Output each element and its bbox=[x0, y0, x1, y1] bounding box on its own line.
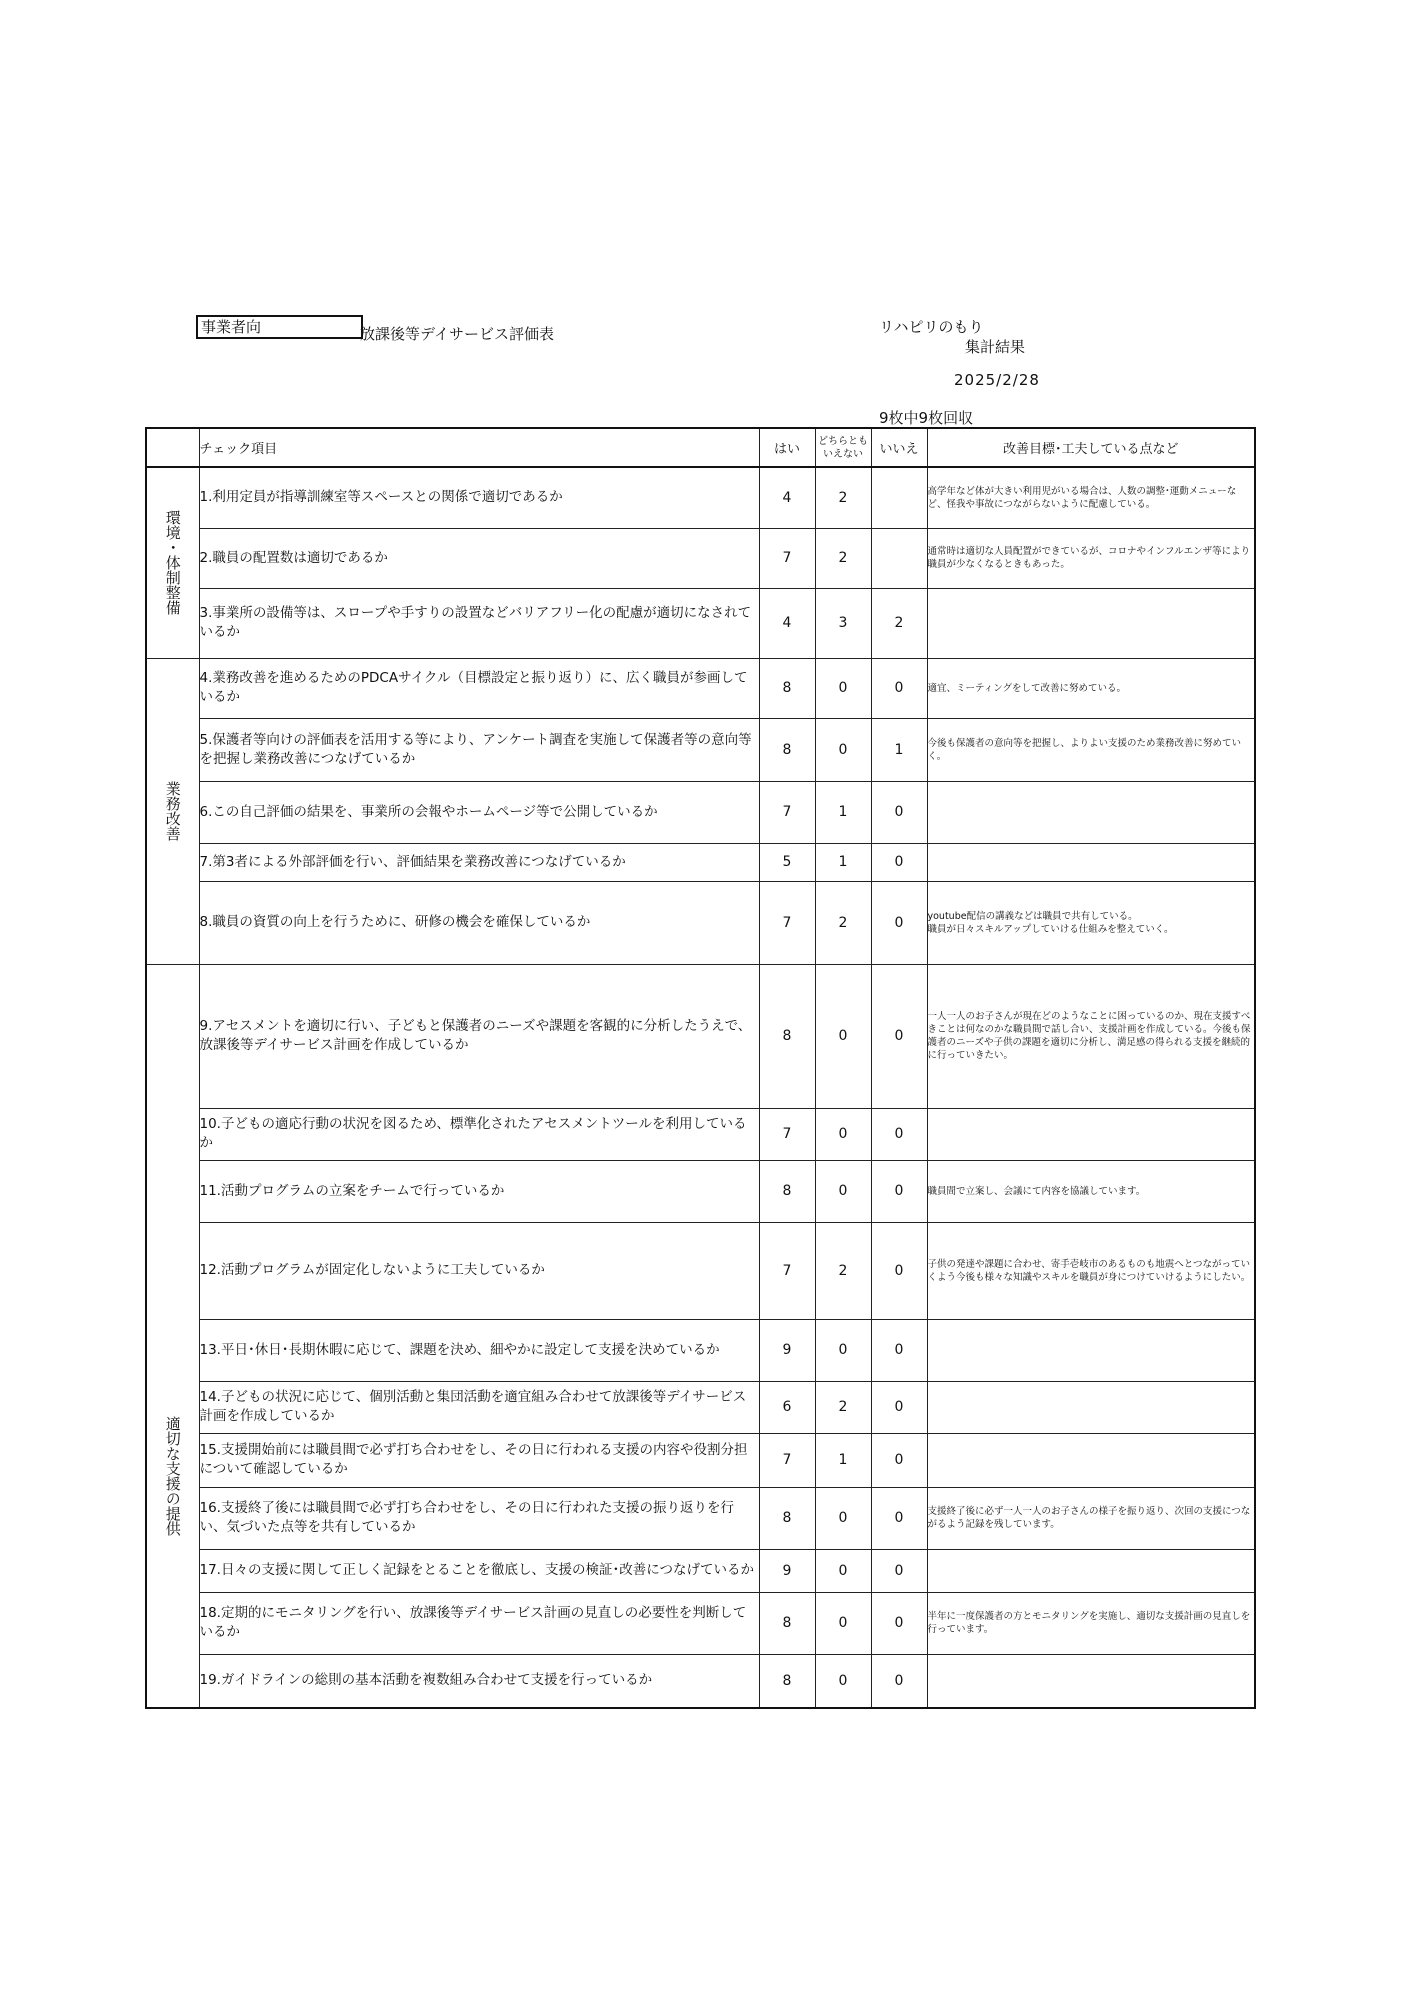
table-row bbox=[146, 1654, 1255, 1708]
neither-count: 3 bbox=[815, 588, 871, 658]
no-count: 0 bbox=[871, 1222, 927, 1319]
table-row bbox=[146, 528, 1255, 588]
header-note: 改善目標･工夫している点など bbox=[927, 428, 1255, 467]
facility-name: リハピリのもり bbox=[879, 318, 984, 336]
yes-count: 8 bbox=[759, 1160, 815, 1222]
no-count: 0 bbox=[871, 1487, 927, 1549]
no-count: 0 bbox=[871, 843, 927, 881]
check-item: 1.利用定員が指導訓練室等スペースとの関係で適切であるか bbox=[199, 467, 759, 528]
improvement-note: 支援終了後に必ず一人一人のお子さんの様子を振り返り、次回の支援につながるよう記録を残しています。 bbox=[927, 1487, 1255, 1549]
yes-count: 9 bbox=[759, 1549, 815, 1592]
neither-count: 2 bbox=[815, 881, 871, 964]
table-row bbox=[146, 1108, 1255, 1160]
check-item: 6.この自己評価の結果を、事業所の会報やホームページ等で公開しているか bbox=[199, 781, 759, 843]
neither-count: 0 bbox=[815, 1654, 871, 1708]
document-title: 放課後等デイサービス評価表 bbox=[360, 325, 554, 343]
neither-count: 2 bbox=[815, 528, 871, 588]
yes-count: 9 bbox=[759, 1319, 815, 1381]
yes-count: 8 bbox=[759, 964, 815, 1108]
table-row bbox=[146, 588, 1255, 658]
no-count: 2 bbox=[871, 588, 927, 658]
no-count: 0 bbox=[871, 881, 927, 964]
yes-count: 8 bbox=[759, 1654, 815, 1708]
yes-count: 4 bbox=[759, 588, 815, 658]
improvement-note bbox=[927, 843, 1255, 881]
improvement-note bbox=[927, 1433, 1255, 1487]
yes-count: 7 bbox=[759, 781, 815, 843]
check-item: 11.活動プログラムの立案をチームで行っているか bbox=[199, 1160, 759, 1222]
improvement-note: youtube配信の講義などは職員で共有している。 職員が日々スキルアップしていける仕組みを整えていく。 bbox=[927, 881, 1255, 964]
no-count: 0 bbox=[871, 1592, 927, 1654]
check-item: 13.平日･休日･長期休暇に応じて、課題を決め、細やかに設定して支援を決めているか bbox=[199, 1319, 759, 1381]
table-row bbox=[146, 843, 1255, 881]
category-label: 環境・体制整備 bbox=[163, 510, 182, 616]
no-count: 0 bbox=[871, 1549, 927, 1592]
improvement-note bbox=[927, 1549, 1255, 1592]
check-item: 3.事業所の設備等は、スロープや手すりの設置などバリアフリー化の配慮が適切になされているか bbox=[199, 588, 759, 658]
neither-count: 0 bbox=[815, 718, 871, 781]
yes-count: 6 bbox=[759, 1381, 815, 1433]
table-row bbox=[146, 718, 1255, 781]
neither-count: 0 bbox=[815, 1108, 871, 1160]
check-item: 14.子どもの状況に応じて、個別活動と集団活動を適宜組み合わせて放課後等デイサービス計画を作成しているか bbox=[199, 1381, 759, 1433]
table-header-row bbox=[146, 428, 1255, 467]
check-item: 15.支援開始前には職員間で必ず打ち合わせをし、その日に行われる支援の内容や役割分担について確認しているか bbox=[199, 1433, 759, 1487]
check-item: 2.職員の配置数は適切であるか bbox=[199, 528, 759, 588]
category-label: 業務改善 bbox=[163, 781, 182, 841]
improvement-note: 通常時は適切な人員配置ができているが、コロナやインフルエンザ等により職員が少なくなるときもあった。 bbox=[927, 528, 1255, 588]
check-item: 18.定期的にモニタリングを行い、放課後等デイサービス計画の見直しの必要性を判断しているか bbox=[199, 1592, 759, 1654]
improvement-note: 子供の発達や課題に合わせ、寄手壱岐市のあるものも地震へとつながっていくよう今後も様々な知識やスキルを職員が身につけていけるようにしたい。 bbox=[927, 1222, 1255, 1319]
improvement-note bbox=[927, 1654, 1255, 1708]
yes-count: 7 bbox=[759, 1108, 815, 1160]
check-item: 12.活動プログラムが固定化しないように工夫しているか bbox=[199, 1222, 759, 1319]
yes-count: 8 bbox=[759, 658, 815, 718]
header-yes: はい bbox=[759, 428, 815, 467]
neither-count: 1 bbox=[815, 1433, 871, 1487]
yes-count: 8 bbox=[759, 1592, 815, 1654]
table-row bbox=[146, 1319, 1255, 1381]
table-row bbox=[146, 1222, 1255, 1319]
yes-count: 4 bbox=[759, 467, 815, 528]
neither-count: 0 bbox=[815, 1549, 871, 1592]
yes-count: 8 bbox=[759, 1487, 815, 1549]
no-count: 1 bbox=[871, 718, 927, 781]
header-check-item: チェック項目 bbox=[199, 428, 759, 467]
check-item: 4.業務改善を進めるためのPDCAサイクル（目標設定と振り返り）に、広く職員が参画しているか bbox=[199, 658, 759, 718]
improvement-note bbox=[927, 1381, 1255, 1433]
check-item: 5.保護者等向けの評価表を活用する等により、アンケート調査を実施して保護者等の意向等を把握し業務改善につなげているか bbox=[199, 718, 759, 781]
table-row bbox=[146, 1433, 1255, 1487]
neither-count: 2 bbox=[815, 467, 871, 528]
table-row bbox=[146, 658, 1255, 718]
header-neither bbox=[815, 428, 871, 467]
no-count: 0 bbox=[871, 658, 927, 718]
neither-count: 2 bbox=[815, 1381, 871, 1433]
check-item: 10.子どもの適応行動の状況を図るため、標準化されたアセスメントツールを利用しているか bbox=[199, 1108, 759, 1160]
table-row bbox=[146, 964, 1255, 1108]
improvement-note: 適宜、ミーティングをして改善に努めている。 bbox=[927, 658, 1255, 718]
neither-count: 0 bbox=[815, 1319, 871, 1381]
yes-count: 8 bbox=[759, 718, 815, 781]
check-item: 9.アセスメントを適切に行い、子どもと保護者のニーズや課題を客観的に分析したうえで、放課後等デイサービス計画を作成しているか bbox=[199, 964, 759, 1108]
check-item: 19.ガイドラインの総則の基本活動を複数組み合わせて支援を行っているか bbox=[199, 1654, 759, 1708]
table-row bbox=[146, 1160, 1255, 1222]
improvement-note: 今後も保護者の意向等を把握し、よりよい支援のため業務改善に努めていく。 bbox=[927, 718, 1255, 781]
table-row bbox=[146, 1549, 1255, 1592]
document-date: 2025/2/28 bbox=[954, 371, 1040, 389]
check-item: 8.職員の資質の向上を行うために、研修の機会を確保しているか bbox=[199, 881, 759, 964]
no-count: 0 bbox=[871, 964, 927, 1108]
table-row bbox=[146, 881, 1255, 964]
table-row bbox=[146, 781, 1255, 843]
improvement-note bbox=[927, 781, 1255, 843]
no-count: 0 bbox=[871, 1108, 927, 1160]
no-count: 0 bbox=[871, 781, 927, 843]
header-no: いいえ bbox=[871, 428, 927, 467]
improvement-note: 職員間で立案し、会議にて内容を協議しています。 bbox=[927, 1160, 1255, 1222]
neither-count: 1 bbox=[815, 843, 871, 881]
yes-count: 7 bbox=[759, 1433, 815, 1487]
header-empty-cell bbox=[146, 428, 199, 467]
table-row bbox=[146, 1487, 1255, 1549]
improvement-note: 半年に一度保護者の方とモニタリングを実施し、適切な支援計画の見直しを行っています。 bbox=[927, 1592, 1255, 1654]
no-count: 0 bbox=[871, 1654, 927, 1708]
improvement-note: 高学年など体が大きい利用児がいる場合は、人数の調整･運動メニューなど、怪我や事故につながらないように配慮している。 bbox=[927, 467, 1255, 528]
category-cell bbox=[146, 964, 199, 1708]
table-row bbox=[146, 1592, 1255, 1654]
header-neither-line2: いえない bbox=[823, 448, 863, 460]
category-cell bbox=[146, 658, 199, 964]
no-count bbox=[871, 528, 927, 588]
check-item: 17.日々の支援に関して正しく記録をとることを徹底し、支援の検証･改善につなげているか bbox=[199, 1549, 759, 1592]
check-item: 7.第3者による外部評価を行い、評価結果を業務改善につなげているか bbox=[199, 843, 759, 881]
no-count: 0 bbox=[871, 1160, 927, 1222]
category-label: 適切な支援の提供 bbox=[163, 1415, 182, 1536]
neither-count: 0 bbox=[815, 1592, 871, 1654]
improvement-note bbox=[927, 588, 1255, 658]
neither-count: 1 bbox=[815, 781, 871, 843]
category-cell bbox=[146, 467, 199, 658]
check-item: 16.支援終了後には職員間で必ず打ち合わせをし、その日に行われた支援の振り返りを行い、気づいた点等を共有しているか bbox=[199, 1487, 759, 1549]
neither-count: 0 bbox=[815, 1160, 871, 1222]
yes-count: 7 bbox=[759, 1222, 815, 1319]
result-label: 集計結果 bbox=[965, 338, 1026, 356]
table-row bbox=[146, 467, 1255, 528]
no-count: 0 bbox=[871, 1319, 927, 1381]
neither-count: 0 bbox=[815, 964, 871, 1108]
document-type-label: 事業者向 bbox=[196, 315, 363, 339]
neither-count: 0 bbox=[815, 1487, 871, 1549]
improvement-note bbox=[927, 1319, 1255, 1381]
yes-count: 7 bbox=[759, 881, 815, 964]
table-row bbox=[146, 1381, 1255, 1433]
collection-count: 9枚中9枚回収 bbox=[879, 409, 974, 427]
yes-count: 7 bbox=[759, 528, 815, 588]
improvement-note: 一人一人のお子さんが現在どのようなことに困っているのか、現在支援すべきことは何なのかな職員間で話し合い、支援計画を作成している。今後も保護者のニーズや子供の課題を適切に分析し、満足感の得られる支援を継続的に行っていきたい。 bbox=[927, 964, 1255, 1108]
no-count: 0 bbox=[871, 1433, 927, 1487]
no-count bbox=[871, 467, 927, 528]
neither-count: 0 bbox=[815, 658, 871, 718]
neither-count: 2 bbox=[815, 1222, 871, 1319]
improvement-note bbox=[927, 1108, 1255, 1160]
no-count: 0 bbox=[871, 1381, 927, 1433]
evaluation-table bbox=[145, 427, 1256, 1709]
header-neither-line1: どちらとも bbox=[818, 435, 868, 447]
yes-count: 5 bbox=[759, 843, 815, 881]
